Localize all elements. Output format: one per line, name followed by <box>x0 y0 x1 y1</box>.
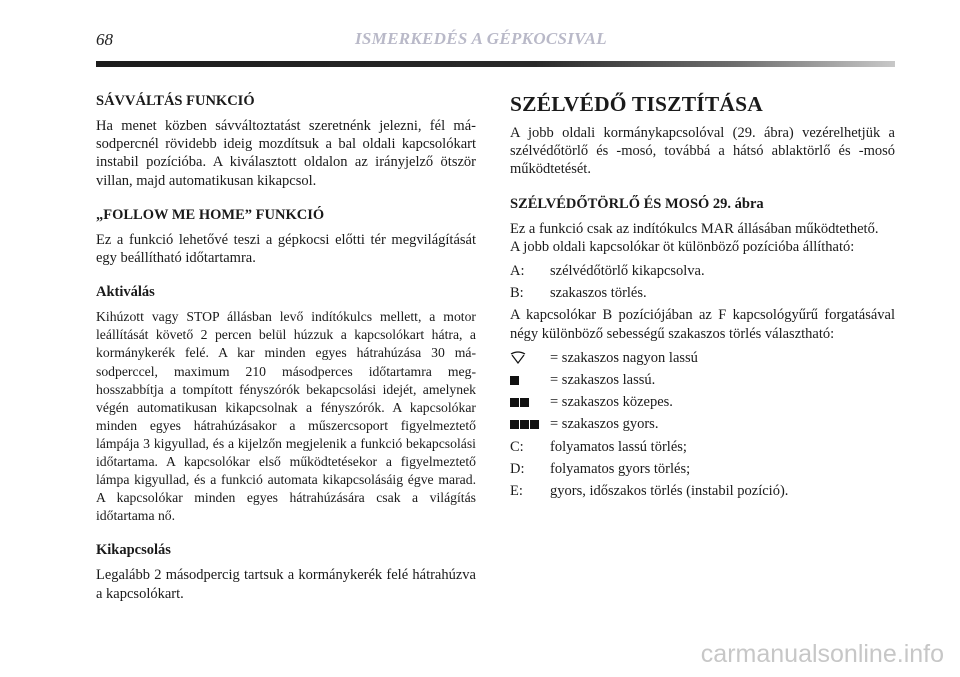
list-item <box>510 371 895 389</box>
wiper-text-ignition: Ez a funkció csak az indítókulcs MAR állásában működtethető. <box>510 220 879 237</box>
square-block-icon <box>510 393 550 411</box>
position-text: gyors, időszakos törlés (instabil pozíció). <box>550 483 789 500</box>
windscreen-intro: A jobb oldali kormánykapcsolóval (29. ábra) vezérelhetjük a szélvédőtörlő és -mosó, továbbá a hátsó ablaktörlő és -mosó működtetését. <box>510 125 895 178</box>
square-block-icon <box>510 371 550 389</box>
list-item <box>510 393 895 411</box>
left-column <box>96 92 476 603</box>
wiper-icon <box>510 349 550 367</box>
header-rule <box>96 61 895 67</box>
running-header: ISMERKEDÉS A GÉPKOCSIVAL <box>355 29 607 48</box>
position-text: folyamatos lassú törlés; <box>550 438 687 455</box>
position-key: A: <box>510 263 525 280</box>
deactivation-heading: Kikapcsolás <box>96 542 171 559</box>
ring-speed-text: A kapcsolókar B pozíciójában az F kapcsológyűrű forgatásával négy különböző sebességű szakaszos törlés választható: <box>510 307 895 342</box>
list-item <box>510 460 895 478</box>
square-block-icon <box>510 415 550 433</box>
activation-text: Kihúzott vagy STOP állásban levő indítókulcs mellett, a motor leállítását követő 2 percen belül húzzuk a kapcsolókart hátra, a kormánykerék felé. A kar minden egyes hátrahúzása 30 másodperccel, maximum 210 másodperces időtartamra meghosszabbítja a tompított fényszórók bekapcsolási idejét, amelynek végén automatikusan kikapcsolnak a fényszórók. A kapcsolókar minden egyes hátrahúzásakor a műszercsoport figyelmeztető lámpája 3 kigyullad, és a kijelzőn megjelenik a funkció bekapcsolási időtartama. A kapcsolókar első működtetésekor a figyelmeztető lámpa kigyullad, és a funkció automata kikapcsolásáig égve marad. A kapcsolókar minden egyes hátrahúzására csak a világítás időtartama nő. <box>96 309 476 524</box>
position-key: C: <box>510 438 524 455</box>
position-key: E: <box>510 483 523 500</box>
list-item <box>510 284 895 302</box>
follow-me-home-heading: „FOLLOW ME HOME” FUNKCIÓ <box>96 206 325 223</box>
position-text: szélvédőtörlő kikapcsolva. <box>550 263 705 280</box>
list-item <box>510 438 895 456</box>
page-number: 68 <box>96 30 113 49</box>
follow-me-home-text: Ez a funkció lehetővé teszi a gépkocsi előtti tér megvilágítását egy beállítható időtartamra. <box>96 231 476 267</box>
right-column <box>510 92 895 504</box>
list-item <box>510 262 895 280</box>
lane-change-heading: SÁVVÁLTÁS FUNKCIÓ <box>96 93 255 109</box>
position-text: szakaszos törlés. <box>550 285 647 302</box>
speed-text: = szakaszos lassú. <box>550 372 656 389</box>
list-item <box>510 482 895 500</box>
activation-heading: Aktiválás <box>96 284 155 301</box>
speed-text: = szakaszos közepes. <box>550 394 673 411</box>
speed-text: = szakaszos gyors. <box>550 416 659 433</box>
position-key: B: <box>510 285 524 302</box>
watermark: carmanualsonline.info <box>700 640 944 668</box>
lane-change-text: Ha menet közben sávváltoztatást szeretnénk jelezni, fél másodpercnél rövidebb ideig mozdítsuk a bal oldali kapcsolókart instabil pozícióba. A kiválasztott oldalon az irányjelző ötször villan, majd automatikusan kikapcsol. <box>96 118 476 189</box>
list-item <box>510 349 895 367</box>
wiper-text-positions: A jobb oldali kapcsolókar öt különböző pozícióba állítható: <box>510 238 855 255</box>
position-key: D: <box>510 460 525 477</box>
speed-text: = szakaszos nagyon lassú <box>550 349 698 366</box>
deactivation-text: Legalább 2 másodpercig tartsuk a kormánykerék felé hátrahúzva a kapcsolókart. <box>96 567 476 602</box>
windscreen-cleaning-title: SZÉLVÉDŐ TISZTÍTÁSA <box>510 92 763 116</box>
speed-list <box>510 349 895 434</box>
position-list-cde <box>510 438 895 501</box>
position-list-ab <box>510 262 895 302</box>
position-text: folyamatos gyors törlés; <box>550 460 691 477</box>
wiper-washer-heading: SZÉLVÉDŐTÖRLŐ ÉS MOSÓ 29. ábra <box>510 195 764 212</box>
list-item <box>510 415 895 433</box>
